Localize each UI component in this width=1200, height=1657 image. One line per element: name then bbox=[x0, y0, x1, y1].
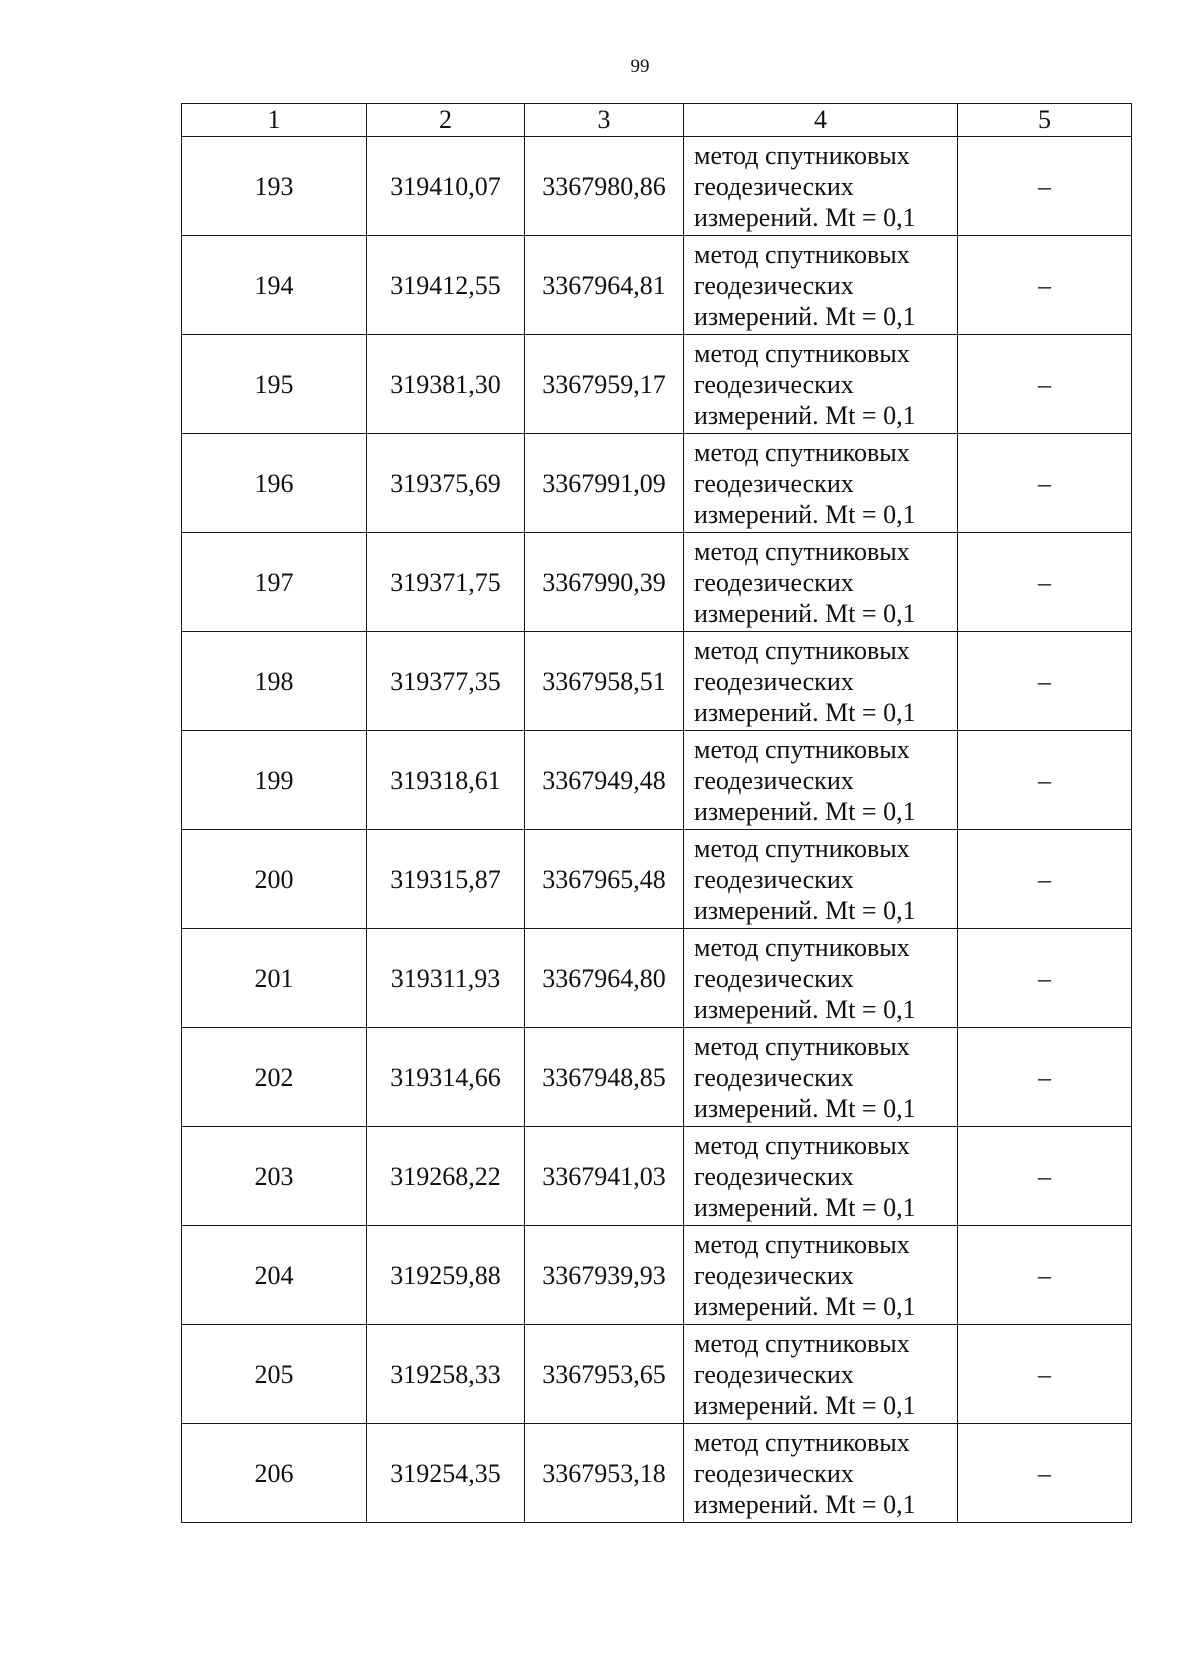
method-line: измерений. Mt = 0,1 bbox=[694, 1291, 916, 1321]
note-cell: – bbox=[958, 632, 1132, 731]
note-cell: – bbox=[958, 830, 1132, 929]
x-coordinate-cell: 319314,66 bbox=[367, 1028, 525, 1127]
note-cell: – bbox=[958, 1226, 1132, 1325]
y-coordinate-cell: 3367990,39 bbox=[525, 533, 684, 632]
method-cell bbox=[684, 1424, 958, 1523]
y-coordinate-cell: 3367941,03 bbox=[525, 1127, 684, 1226]
point-number-cell: 204 bbox=[182, 1226, 367, 1325]
method-cell bbox=[684, 731, 958, 830]
point-number-cell: 193 bbox=[182, 137, 367, 236]
point-number-cell: 194 bbox=[182, 236, 367, 335]
method-line: геодезических bbox=[694, 171, 854, 201]
method-line: геодезических bbox=[694, 1260, 854, 1290]
y-coordinate-cell: 3367991,09 bbox=[525, 434, 684, 533]
method-cell bbox=[684, 929, 958, 1028]
table-row bbox=[182, 632, 1132, 731]
x-coordinate-cell: 319377,35 bbox=[367, 632, 525, 731]
x-coordinate-cell: 319259,88 bbox=[367, 1226, 525, 1325]
y-coordinate-cell: 3367964,81 bbox=[525, 236, 684, 335]
method-cell bbox=[684, 533, 958, 632]
method-line: геодезических bbox=[694, 468, 854, 498]
table-row bbox=[182, 335, 1132, 434]
header-col-5: 5 bbox=[958, 104, 1132, 137]
table-row bbox=[182, 1325, 1132, 1424]
method-line: измерений. Mt = 0,1 bbox=[694, 1489, 916, 1519]
point-number-cell: 206 bbox=[182, 1424, 367, 1523]
method-cell bbox=[684, 1028, 958, 1127]
y-coordinate-cell: 3367953,18 bbox=[525, 1424, 684, 1523]
point-number-cell: 205 bbox=[182, 1325, 367, 1424]
x-coordinate-cell: 319318,61 bbox=[367, 731, 525, 830]
note-cell: – bbox=[958, 533, 1132, 632]
table-body bbox=[182, 137, 1132, 1523]
method-line: геодезических bbox=[694, 567, 854, 597]
header-col-1: 1 bbox=[182, 104, 367, 137]
method-line: метод спутниковых bbox=[694, 1130, 910, 1160]
table-header bbox=[182, 104, 1132, 137]
method-cell bbox=[684, 1325, 958, 1424]
table-row bbox=[182, 1028, 1132, 1127]
x-coordinate-cell: 319254,35 bbox=[367, 1424, 525, 1523]
coordinates-table bbox=[181, 103, 1132, 1523]
x-coordinate-cell: 319412,55 bbox=[367, 236, 525, 335]
point-number-cell: 195 bbox=[182, 335, 367, 434]
header-col-2: 2 bbox=[367, 104, 525, 137]
header-col-4: 4 bbox=[684, 104, 958, 137]
table-row bbox=[182, 1226, 1132, 1325]
y-coordinate-cell: 3367980,86 bbox=[525, 137, 684, 236]
method-line: измерений. Mt = 0,1 bbox=[694, 796, 916, 826]
method-cell bbox=[684, 335, 958, 434]
y-coordinate-cell: 3367939,93 bbox=[525, 1226, 684, 1325]
method-line: метод спутниковых bbox=[694, 338, 910, 368]
method-line: измерений. Mt = 0,1 bbox=[694, 1192, 916, 1222]
note-cell: – bbox=[958, 434, 1132, 533]
method-line: измерений. Mt = 0,1 bbox=[694, 895, 916, 925]
y-coordinate-cell: 3367959,17 bbox=[525, 335, 684, 434]
note-cell: – bbox=[958, 1325, 1132, 1424]
method-line: геодезических bbox=[694, 765, 854, 795]
note-cell: – bbox=[958, 1424, 1132, 1523]
method-line: измерений. Mt = 0,1 bbox=[694, 202, 916, 232]
method-line: геодезических bbox=[694, 666, 854, 696]
y-coordinate-cell: 3367949,48 bbox=[525, 731, 684, 830]
method-line: геодезических bbox=[694, 1458, 854, 1488]
page-number: 99 bbox=[630, 56, 650, 77]
table-row bbox=[182, 1127, 1132, 1226]
method-line: метод спутниковых bbox=[694, 140, 910, 170]
method-line: измерений. Mt = 0,1 bbox=[694, 1390, 916, 1420]
x-coordinate-cell: 319371,75 bbox=[367, 533, 525, 632]
y-coordinate-cell: 3367965,48 bbox=[525, 830, 684, 929]
point-number-cell: 200 bbox=[182, 830, 367, 929]
method-cell bbox=[684, 236, 958, 335]
method-line: измерений. Mt = 0,1 bbox=[694, 1093, 916, 1123]
note-cell: – bbox=[958, 1127, 1132, 1226]
method-line: метод спутниковых bbox=[694, 437, 910, 467]
method-line: метод спутниковых bbox=[694, 635, 910, 665]
table-row bbox=[182, 929, 1132, 1028]
note-cell: – bbox=[958, 929, 1132, 1028]
method-line: геодезических bbox=[694, 1359, 854, 1389]
point-number-cell: 199 bbox=[182, 731, 367, 830]
x-coordinate-cell: 319315,87 bbox=[367, 830, 525, 929]
point-number-cell: 203 bbox=[182, 1127, 367, 1226]
method-cell bbox=[684, 137, 958, 236]
point-number-cell: 201 bbox=[182, 929, 367, 1028]
x-coordinate-cell: 319381,30 bbox=[367, 335, 525, 434]
x-coordinate-cell: 319268,22 bbox=[367, 1127, 525, 1226]
note-cell: – bbox=[958, 236, 1132, 335]
method-line: геодезических bbox=[694, 270, 854, 300]
method-cell bbox=[684, 830, 958, 929]
method-line: метод спутниковых bbox=[694, 239, 910, 269]
table-row bbox=[182, 236, 1132, 335]
header-row bbox=[182, 104, 1132, 137]
method-line: измерений. Mt = 0,1 bbox=[694, 499, 916, 529]
note-cell: – bbox=[958, 731, 1132, 830]
point-number-cell: 198 bbox=[182, 632, 367, 731]
method-line: измерений. Mt = 0,1 bbox=[694, 400, 916, 430]
method-cell bbox=[684, 1226, 958, 1325]
method-line: геодезических bbox=[694, 1161, 854, 1191]
method-line: измерений. Mt = 0,1 bbox=[694, 598, 916, 628]
method-line: метод спутниковых bbox=[694, 1427, 910, 1457]
method-line: геодезических bbox=[694, 963, 854, 993]
table-row bbox=[182, 830, 1132, 929]
method-line: измерений. Mt = 0,1 bbox=[694, 301, 916, 331]
point-number-cell: 202 bbox=[182, 1028, 367, 1127]
method-line: метод спутниковых bbox=[694, 1031, 910, 1061]
method-line: измерений. Mt = 0,1 bbox=[694, 994, 916, 1024]
header-col-3: 3 bbox=[525, 104, 684, 137]
method-line: геодезических bbox=[694, 1062, 854, 1092]
method-line: геодезических bbox=[694, 369, 854, 399]
y-coordinate-cell: 3367964,80 bbox=[525, 929, 684, 1028]
table-row bbox=[182, 533, 1132, 632]
method-line: метод спутниковых bbox=[694, 734, 910, 764]
method-cell bbox=[684, 632, 958, 731]
x-coordinate-cell: 319375,69 bbox=[367, 434, 525, 533]
method-cell bbox=[684, 1127, 958, 1226]
method-line: метод спутниковых bbox=[694, 932, 910, 962]
method-line: метод спутниковых bbox=[694, 1328, 910, 1358]
method-line: метод спутниковых bbox=[694, 1229, 910, 1259]
x-coordinate-cell: 319258,33 bbox=[367, 1325, 525, 1424]
y-coordinate-cell: 3367958,51 bbox=[525, 632, 684, 731]
y-coordinate-cell: 3367948,85 bbox=[525, 1028, 684, 1127]
point-number-cell: 197 bbox=[182, 533, 367, 632]
point-number-cell: 196 bbox=[182, 434, 367, 533]
x-coordinate-cell: 319311,93 bbox=[367, 929, 525, 1028]
note-cell: – bbox=[958, 137, 1132, 236]
table-row bbox=[182, 137, 1132, 236]
note-cell: – bbox=[958, 1028, 1132, 1127]
method-cell bbox=[684, 434, 958, 533]
table-row bbox=[182, 731, 1132, 830]
y-coordinate-cell: 3367953,65 bbox=[525, 1325, 684, 1424]
method-line: измерений. Mt = 0,1 bbox=[694, 697, 916, 727]
table-row bbox=[182, 1424, 1132, 1523]
method-line: метод спутниковых bbox=[694, 833, 910, 863]
note-cell: – bbox=[958, 335, 1132, 434]
method-line: геодезических bbox=[694, 864, 854, 894]
table-row bbox=[182, 434, 1132, 533]
method-line: метод спутниковых bbox=[694, 536, 910, 566]
x-coordinate-cell: 319410,07 bbox=[367, 137, 525, 236]
